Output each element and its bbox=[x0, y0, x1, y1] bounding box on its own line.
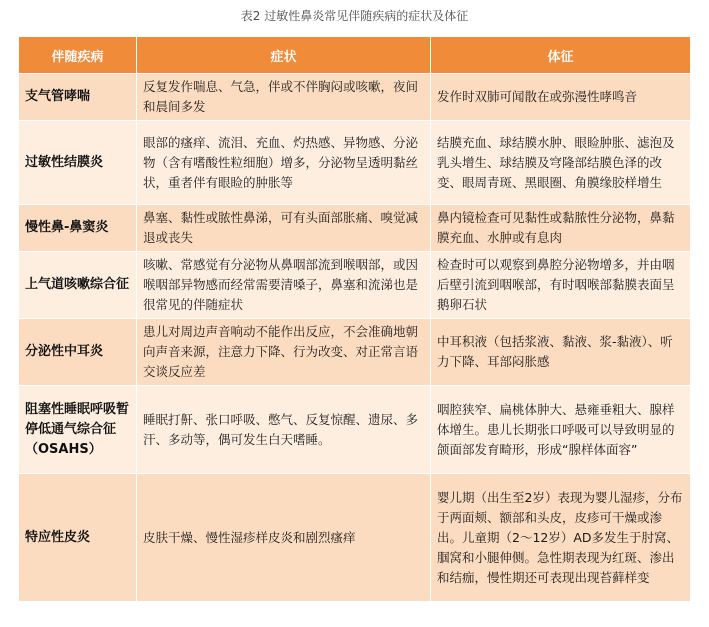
symptom-cell: 反复发作喘息、气急，伴或不伴胸闷或咳嗽，夜间和晨间多发 bbox=[137, 74, 431, 121]
table-row bbox=[19, 319, 691, 386]
disease-cell: 阻塞性睡眠呼吸暂停低通气综合征（OSAHS） bbox=[19, 386, 137, 474]
sign-cell: 咽腔狭窄、扁桃体肿大、悬雍垂粗大、腺样体增生。患儿长期张口呼吸可以导致明显的颌面部发育畸形，形成“腺样体面容” bbox=[431, 386, 691, 474]
table-header-row bbox=[19, 37, 691, 74]
table-row bbox=[19, 252, 691, 319]
sign-cell: 结膜充血、球结膜水肿、眼睑肿胀、滤泡及乳头增生、球结膜及穹隆部结膜色泽的改变、眼周青斑、黑眼圈、角膜缘胶样增生 bbox=[431, 121, 691, 205]
disease-cell: 过敏性结膜炎 bbox=[19, 121, 137, 205]
disease-cell: 特应性皮炎 bbox=[19, 474, 137, 602]
sign-cell: 发作时双肺可闻散在或弥漫性哮鸣音 bbox=[431, 74, 691, 121]
disease-cell: 分泌性中耳炎 bbox=[19, 319, 137, 386]
table-row bbox=[19, 474, 691, 602]
symptom-cell: 咳嗽、常感觉有分泌物从鼻咽部流到喉咽部，或因喉咽部异物感而经常需要清嗓子，鼻塞和流涕也是很常见的伴随症状 bbox=[137, 252, 431, 319]
symptoms-table bbox=[18, 36, 691, 602]
symptom-cell: 睡眠打鼾、张口呼吸、憋气、反复惊醒、遗尿、多汗、多动等，偶可发生白天嗜睡。 bbox=[137, 386, 431, 474]
table-row bbox=[19, 74, 691, 121]
sign-cell: 婴儿期（出生至2岁）表现为婴儿湿疹，分布于两面颊、额部和头皮，皮疹可干燥或渗出。儿童期（2～12岁）AD多发生于肘窝、腘窝和小腿伸侧。急性期表现为红斑、渗出和结痂，慢性期还可表现出现苔藓样变 bbox=[431, 474, 691, 602]
disease-cell: 慢性鼻-鼻窦炎 bbox=[19, 205, 137, 252]
sign-cell: 中耳积液（包括浆液、黏液、浆-黏液）、听力下降、耳部闷胀感 bbox=[431, 319, 691, 386]
symptom-cell: 皮肤干燥、慢性湿疹样皮炎和剧烈瘙痒 bbox=[137, 474, 431, 602]
header-symptom: 症状 bbox=[137, 37, 431, 74]
symptom-cell: 患儿对周边声音响动不能作出反应，不会准确地朝向声音来源，注意力下降、行为改变、对正常言语交谈反应差 bbox=[137, 319, 431, 386]
symptom-cell: 鼻塞、黏性或脓性鼻涕，可有头面部胀痛、嗅觉减退或丧失 bbox=[137, 205, 431, 252]
table-row bbox=[19, 386, 691, 474]
symptom-cell: 眼部的瘙痒、流泪、充血、灼热感、异物感、分泌物（含有嗜酸性粒细胞）增多，分泌物呈透明黏丝状，重者伴有眼睑的肿胀等 bbox=[137, 121, 431, 205]
disease-cell: 支气管哮喘 bbox=[19, 74, 137, 121]
disease-cell: 上气道咳嗽综合征 bbox=[19, 252, 137, 319]
header-disease: 伴随疾病 bbox=[19, 37, 137, 74]
table-caption: 表2 过敏性鼻炎常见伴随疾病的症状及体征 bbox=[240, 9, 469, 23]
sign-cell: 检查时可以观察到鼻腔分泌物增多，并由咽后壁引流到咽喉部，有时咽喉部黏膜表面呈鹅卵石状 bbox=[431, 252, 691, 319]
table-row bbox=[19, 205, 691, 252]
table-row bbox=[19, 121, 691, 205]
header-sign: 体征 bbox=[431, 37, 691, 74]
sign-cell: 鼻内镜检查可见黏性或黏脓性分泌物，鼻黏膜充血、水肿或有息肉 bbox=[431, 205, 691, 252]
